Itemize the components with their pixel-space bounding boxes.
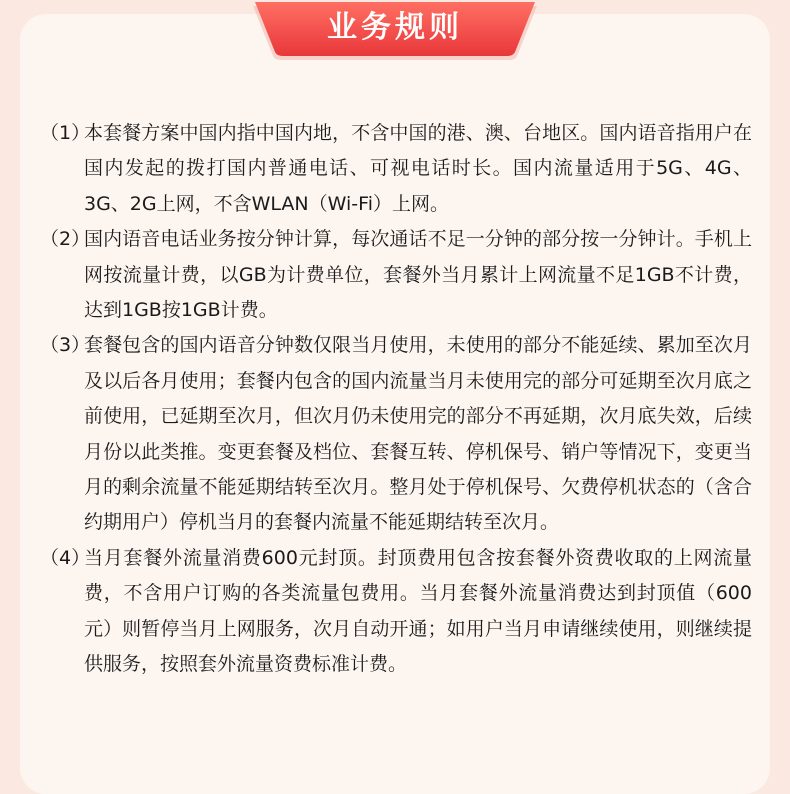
rule-item-1: [40, 116, 752, 222]
header-tab: [253, 0, 537, 62]
rule-item-2: [40, 222, 752, 328]
rule-text: 本套餐方案中国内指中国内地，不含中国的港、澳、台地区。国内语音指用户在国内发起的拨打国内普通电话、可视电话时长。国内流量适用于5G、4G、3G、2G上网，不含WLAN（Wi-Fi）上网。: [84, 122, 752, 215]
rule-item-4: [40, 541, 752, 683]
rule-text: 套餐包含的国内语音分钟数仅限当月使用，未使用的部分不能延续、累加至次月及以后各月使用；套餐内包含的国内流量当月未使用完的部分可延期至次月底之前使用，已延期至次月，但次月仍未使用完的部分不再延期，次月底失效，后续月份以此类推。变更套餐及档位、套餐互转、停机保号、销户等情况下，变更当月的剩余流量不能延期结转至次月。整月处于停机保号、欠费停机状态的（含合约期用户）停机当月的套餐内流量不能延期结转至次月。: [84, 334, 752, 534]
rule-text: 当月套餐外流量消费600元封顶。封顶费用包含按套餐外资费收取的上网流量费，不含用户订购的各类流量包费用。当月套餐外流量消费达到封顶值（600元）则暂停当月上网服务，次月自动开通；如用户当月申请继续使用，则继续提供服务，按照套外流量资费标准计费。: [84, 546, 752, 676]
rule-number: （2）: [40, 228, 91, 251]
rules-list: [40, 116, 752, 683]
rule-number: （3）: [40, 334, 91, 357]
rule-number: （4）: [40, 546, 91, 569]
rule-text: 国内语音电话业务按分钟计算，每次通话不足一分钟的部分按一分钟计。手机上网按流量计费，以GB为计费单位，套餐外当月累计上网流量不足1GB不计费，达到1GB按1GB计费。: [84, 228, 752, 322]
rule-number: （1）: [40, 122, 91, 144]
page-title: 业务规则: [327, 10, 463, 45]
rule-item-3: [40, 328, 752, 540]
